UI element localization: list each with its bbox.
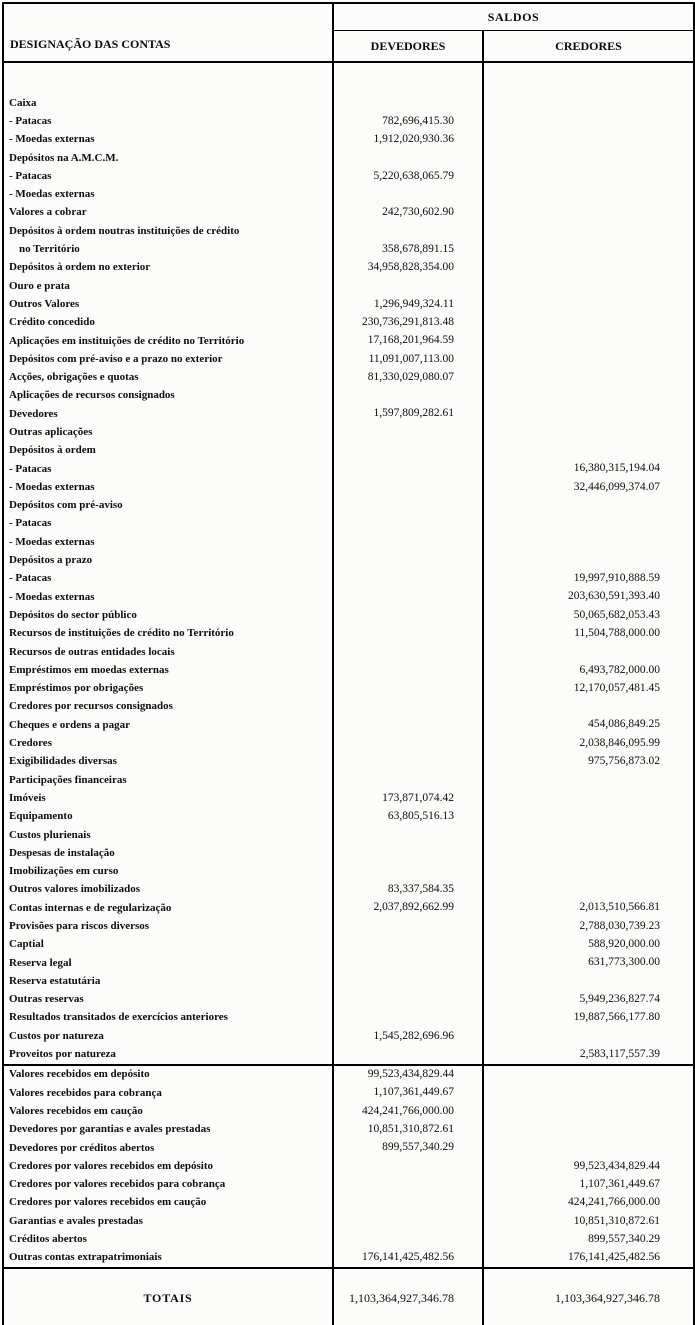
account-label: Recursos de instituições de crédito no Território — [3, 625, 333, 643]
devedores-value: 1,107,361,449.67 — [333, 1084, 483, 1102]
credores-value: 975,756,873.02 — [588, 755, 660, 768]
account-label: Aplicações em instituições de crédito no Território — [3, 332, 333, 350]
table-row — [3, 112, 694, 130]
credores-value: 12,170,057,481.45 — [573, 681, 660, 694]
devedores-value — [333, 1045, 483, 1064]
credores-value — [483, 277, 694, 295]
credores-value — [483, 1102, 694, 1120]
account-label: Credores por valores recebidos para cobrança — [3, 1176, 333, 1194]
account-label: Credores por valores recebidos em caução — [3, 1194, 333, 1212]
table-row — [3, 368, 694, 386]
account-label: Imobilizações em curso — [3, 862, 333, 880]
account-label: Depósitos a prazo — [3, 551, 333, 569]
devedores-value: 1,545,282,696.96 — [333, 1027, 483, 1045]
table-row — [3, 972, 694, 990]
credores-value — [483, 368, 694, 386]
devedores-value — [333, 753, 483, 771]
credores-value: 11,504,788,000.00 — [574, 627, 660, 639]
table-body — [3, 62, 694, 1268]
account-label: Depósitos à ordem no exterior — [3, 259, 333, 277]
devedores-value — [333, 1009, 483, 1027]
table-row — [3, 497, 694, 515]
account-label: - Patacas — [3, 515, 333, 533]
account-label: Resultados transitados de exercícios anteriores — [3, 1009, 333, 1027]
devedores-value — [333, 94, 483, 112]
table-row — [3, 185, 694, 203]
credores-value: 50,065,682,053.43 — [573, 608, 660, 621]
table-row — [3, 661, 694, 679]
table-row — [3, 826, 694, 844]
account-label: Imóveis — [3, 789, 333, 807]
devedores-value — [333, 734, 483, 752]
devedores-value — [333, 716, 483, 734]
credores-value — [483, 789, 694, 807]
account-label: Outros valores imobilizados — [3, 881, 333, 899]
account-label: - Patacas — [3, 460, 333, 478]
table-row — [3, 240, 694, 258]
table-row — [3, 753, 694, 771]
table-row — [3, 1065, 694, 1084]
table-row — [3, 789, 694, 807]
table-row — [3, 167, 694, 185]
table-row — [3, 1249, 694, 1268]
account-label: - Moedas externas — [3, 131, 333, 149]
credores-value — [483, 844, 694, 862]
table-footer — [3, 1268, 694, 1325]
devedores-value: 99,523,434,829.44 — [333, 1065, 483, 1084]
devedores-value: 11,091,007,113.00 — [333, 350, 483, 368]
account-label: Créditos abertos — [3, 1230, 333, 1248]
table-row — [3, 387, 694, 405]
credores-value: 424,241,766,000.00 — [568, 1196, 660, 1209]
account-label: Valores recebidos para cobrança — [3, 1084, 333, 1102]
table-row — [3, 405, 694, 423]
credores-value — [483, 1027, 694, 1045]
credores-value — [483, 204, 694, 222]
devedores-value — [333, 277, 483, 295]
credores-value — [483, 1084, 694, 1102]
devedores-value — [333, 1212, 483, 1230]
devedores-value: 2,037,892,662.99 — [333, 899, 483, 917]
devedores-value: 230,736,291,813.48 — [333, 314, 483, 332]
credores-value: 32,446,099,374.07 — [573, 480, 660, 493]
credores-value — [483, 350, 694, 368]
table-row — [3, 1176, 694, 1194]
account-label: Captial — [3, 936, 333, 954]
credores-value: 10,851,310,872.61 — [573, 1214, 660, 1227]
devedores-value — [333, 1230, 483, 1248]
account-label: Outras aplicações — [3, 423, 333, 441]
account-label: Credores por recursos consignados — [3, 698, 333, 716]
devedores-value — [333, 1176, 483, 1194]
table-row — [3, 204, 694, 222]
credores-value: 176,141,425,482.56 — [568, 1251, 660, 1264]
spacer-cell — [333, 62, 483, 94]
credores-value — [483, 862, 694, 880]
credores-value: 19,887,566,177.80 — [573, 1011, 660, 1024]
credores-value: 631,773,300.00 — [588, 956, 660, 969]
account-label: Recursos de outras entidades locais — [3, 643, 333, 661]
account-label: Contas internas e de regularização — [3, 899, 333, 917]
table-row — [3, 606, 694, 624]
account-label: Garantias e avales prestadas — [3, 1212, 333, 1230]
account-label: Valores recebidos em depósito — [3, 1065, 333, 1084]
table-row — [3, 533, 694, 551]
account-label: no Território — [3, 240, 333, 258]
credores-value — [483, 1065, 694, 1084]
table-row — [3, 277, 694, 295]
table-row — [3, 259, 694, 277]
credores-value — [483, 112, 694, 130]
spacer-cell — [483, 62, 694, 94]
credores-value — [483, 826, 694, 844]
devedores-value — [333, 991, 483, 1009]
credores-value — [483, 1121, 694, 1139]
table-row — [3, 478, 694, 496]
devedores-value — [333, 625, 483, 643]
account-label: Depósitos na A.M.C.M. — [3, 149, 333, 167]
credores-value — [483, 771, 694, 789]
credores-value: 19,997,910,888.59 — [573, 572, 660, 585]
totals-credores-value: 1,103,364,927,346.78 — [483, 1268, 694, 1325]
table-row — [3, 551, 694, 569]
credores-value — [483, 259, 694, 277]
table-row — [3, 734, 694, 752]
account-label: Depósitos do sector público — [3, 606, 333, 624]
devedores-value: 242,730,602.90 — [333, 204, 483, 222]
devedores-value — [333, 698, 483, 716]
devedores-value — [333, 917, 483, 935]
devedores-value — [333, 661, 483, 679]
devedores-value: 424,241,766,000.00 — [333, 1102, 483, 1120]
table-row — [3, 131, 694, 149]
devedores-value: 1,912,020,930.36 — [333, 131, 483, 149]
account-label: Caixa — [3, 94, 333, 112]
devedores-value — [333, 478, 483, 496]
account-label: Depósitos com pré-aviso — [3, 497, 333, 515]
credores-value — [483, 295, 694, 313]
column-header-designacao: DESIGNAÇÃO DAS CONTAS — [3, 3, 333, 62]
table-row — [3, 862, 694, 880]
table-header — [3, 3, 694, 62]
accounts-table — [2, 2, 695, 1325]
table-row — [3, 295, 694, 313]
account-label: Cheques e ordens a pagar — [3, 716, 333, 734]
table-row — [3, 716, 694, 734]
credores-value — [483, 405, 694, 423]
table-row — [3, 588, 694, 606]
account-label: - Moedas externas — [3, 478, 333, 496]
table-row — [3, 1102, 694, 1120]
account-label: Acções, obrigações e quotas — [3, 368, 333, 386]
devedores-value: 358,678,891.15 — [333, 240, 483, 258]
devedores-value — [333, 185, 483, 203]
table-row — [3, 515, 694, 533]
devedores-value — [333, 588, 483, 606]
credores-value: 2,583,117,557.39 — [579, 1047, 660, 1060]
account-label: Devedores por créditos abertos — [3, 1139, 333, 1157]
devedores-value — [333, 844, 483, 862]
devedores-value: 63,805,516.13 — [333, 808, 483, 826]
credores-value — [483, 423, 694, 441]
column-header-credores: CREDORES — [483, 31, 694, 63]
account-label: Outros Valores — [3, 295, 333, 313]
column-header-saldos: SALDOS — [333, 3, 694, 31]
credores-value — [483, 533, 694, 551]
devedores-value: 10,851,310,872.61 — [333, 1121, 483, 1139]
table-row — [3, 149, 694, 167]
account-label: Outras reservas — [3, 991, 333, 1009]
table-row — [3, 460, 694, 478]
credores-value — [483, 497, 694, 515]
devedores-value — [333, 570, 483, 588]
table-row — [3, 1230, 694, 1248]
devedores-value — [333, 1194, 483, 1212]
devedores-value: 34,958,828,354.00 — [333, 259, 483, 277]
credores-value: 5,949,236,827.74 — [579, 992, 660, 1005]
devedores-value — [333, 497, 483, 515]
table-row — [3, 1084, 694, 1102]
devedores-value: 1,296,949,324.11 — [333, 295, 483, 313]
table-row — [3, 1212, 694, 1230]
account-label: Depósitos à ordem noutras instituições de crédito — [3, 222, 333, 240]
credores-value — [483, 222, 694, 240]
table-row — [3, 1194, 694, 1212]
devedores-value — [333, 936, 483, 954]
account-label: Valores a cobrar — [3, 204, 333, 222]
account-label: Credores — [3, 734, 333, 752]
devedores-value — [333, 606, 483, 624]
totals-row — [3, 1268, 694, 1325]
credores-value — [483, 643, 694, 661]
account-label: - Moedas externas — [3, 533, 333, 551]
account-label: Depósitos com pré-aviso e a prazo no exterior — [3, 350, 333, 368]
table-row — [3, 1009, 694, 1027]
table-row — [3, 936, 694, 954]
devedores-value: 782,696,415.30 — [333, 112, 483, 130]
account-label: Proveitos por natureza — [3, 1045, 333, 1064]
table-row — [3, 222, 694, 240]
table-row — [3, 350, 694, 368]
credores-value — [483, 167, 694, 185]
account-label: Empréstimos por obrigações — [3, 680, 333, 698]
credores-value: 203,630,591,393.40 — [568, 590, 660, 603]
account-label: Empréstimos em moedas externas — [3, 661, 333, 679]
devedores-value — [333, 826, 483, 844]
account-label: - Patacas — [3, 167, 333, 185]
spacer-row — [3, 62, 694, 94]
account-label: - Moedas externas — [3, 185, 333, 203]
table-row — [3, 1045, 694, 1064]
column-header-devedores: DEVEDORES — [333, 31, 483, 63]
credores-value: 2,038,846,095.99 — [579, 736, 660, 749]
account-label: Custos por natureza — [3, 1027, 333, 1045]
credores-value: 6,493,782,000.00 — [579, 663, 660, 676]
devedores-value — [333, 387, 483, 405]
account-label: - Moedas externas — [3, 588, 333, 606]
account-label: Exigibilidades diversas — [3, 753, 333, 771]
devedores-value — [333, 222, 483, 240]
table-row — [3, 771, 694, 789]
devedores-value: 173,871,074.42 — [333, 789, 483, 807]
credores-value — [483, 972, 694, 990]
credores-value — [483, 1139, 694, 1157]
credores-value: 16,380,315,194.04 — [573, 462, 660, 475]
devedores-value — [333, 680, 483, 698]
devedores-value — [333, 551, 483, 569]
table-row — [3, 332, 694, 350]
header-row-saldos — [3, 3, 694, 31]
credores-value: 99,523,434,829.44 — [573, 1159, 660, 1172]
credores-value — [483, 332, 694, 350]
devedores-value: 83,337,584.35 — [333, 881, 483, 899]
credores-value: 899,557,340.29 — [588, 1232, 660, 1245]
table-row — [3, 1157, 694, 1175]
devedores-value: 5,220,638,065.79 — [333, 167, 483, 185]
table-row — [3, 1139, 694, 1157]
account-label: Crédito concedido — [3, 314, 333, 332]
table-row — [3, 698, 694, 716]
account-label: Aplicações de recursos consignados — [3, 387, 333, 405]
table-row — [3, 423, 694, 441]
devedores-value — [333, 972, 483, 990]
credores-value — [483, 131, 694, 149]
account-label: Depósitos à ordem — [3, 442, 333, 460]
table-row — [3, 899, 694, 917]
account-label: - Patacas — [3, 570, 333, 588]
table-row — [3, 844, 694, 862]
credores-value — [483, 551, 694, 569]
devedores-value — [333, 533, 483, 551]
account-label: Reserva legal — [3, 954, 333, 972]
credores-value — [483, 387, 694, 405]
devedores-value: 1,597,809,282.61 — [333, 405, 483, 423]
account-label: Reserva estatutária — [3, 972, 333, 990]
devedores-value — [333, 643, 483, 661]
account-label: Provisões para riscos diversos — [3, 917, 333, 935]
spacer-cell — [3, 62, 333, 94]
account-label: Devedores por garantias e avales prestadas — [3, 1121, 333, 1139]
table-row — [3, 991, 694, 1009]
table-row — [3, 442, 694, 460]
devedores-value — [333, 515, 483, 533]
table-row — [3, 881, 694, 899]
table-row — [3, 1027, 694, 1045]
credores-value — [483, 698, 694, 716]
credores-value: 588,920,000.00 — [588, 938, 660, 951]
credores-value: 1,107,361,449.67 — [579, 1177, 660, 1190]
totals-label: TOTAIS — [3, 1268, 333, 1325]
devedores-value — [333, 149, 483, 167]
credores-value — [483, 314, 694, 332]
devedores-value — [333, 954, 483, 972]
table-row — [3, 680, 694, 698]
devedores-value — [333, 460, 483, 478]
account-label: Valores recebidos em caução — [3, 1102, 333, 1120]
credores-value: 2,013,510,566.81 — [579, 901, 660, 914]
account-label: Equipamento — [3, 808, 333, 826]
table-row — [3, 314, 694, 332]
table-row — [3, 808, 694, 826]
account-label: Credores por valores recebidos em depósito — [3, 1157, 333, 1175]
devedores-value: 176,141,425,482.56 — [333, 1249, 483, 1268]
table-row — [3, 570, 694, 588]
credores-value — [483, 442, 694, 460]
totals-devedores-value: 1,103,364,927,346.78 — [333, 1268, 483, 1325]
credores-value: 454,086,849.25 — [588, 718, 660, 731]
account-label: Custos plurienais — [3, 826, 333, 844]
table-row — [3, 1121, 694, 1139]
devedores-value — [333, 442, 483, 460]
devedores-value — [333, 862, 483, 880]
table-row — [3, 643, 694, 661]
account-label: Despesas de instalação — [3, 844, 333, 862]
table-row — [3, 917, 694, 935]
account-label: Devedores — [3, 405, 333, 423]
devedores-value: 81,330,029,080.07 — [333, 368, 483, 386]
account-label: Ouro e prata — [3, 277, 333, 295]
table-row — [3, 954, 694, 972]
credores-value — [483, 149, 694, 167]
devedores-value — [333, 423, 483, 441]
devedores-value: 17,168,201,964.59 — [333, 332, 483, 350]
account-label: Participações financeiras — [3, 771, 333, 789]
account-label: - Patacas — [3, 112, 333, 130]
devedores-value: 899,557,340.29 — [333, 1139, 483, 1157]
devedores-value — [333, 771, 483, 789]
table-row — [3, 94, 694, 112]
credores-value: 2,788,030,739.23 — [579, 919, 660, 932]
account-label: Outras contas extrapatrimoniais — [3, 1249, 333, 1268]
credores-value — [483, 515, 694, 533]
table-row — [3, 625, 694, 643]
credores-value — [483, 881, 694, 899]
credores-value — [483, 240, 694, 258]
credores-value — [483, 808, 694, 826]
credores-value — [483, 94, 694, 112]
devedores-value — [333, 1157, 483, 1175]
credores-value — [483, 185, 694, 203]
